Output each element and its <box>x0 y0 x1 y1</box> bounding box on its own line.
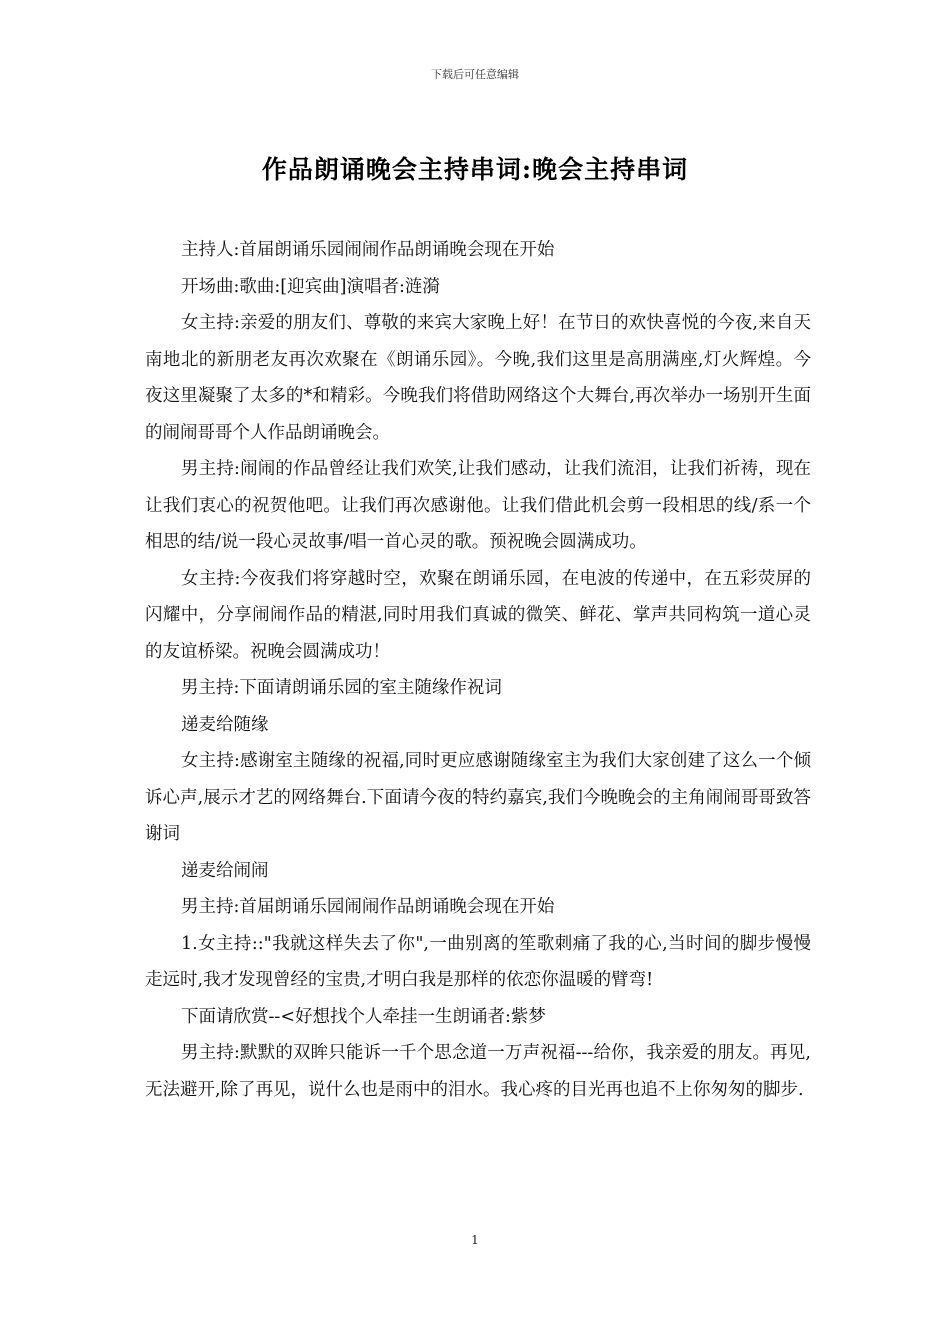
paragraph: 递麦给闹闹 <box>181 860 269 881</box>
paragraph: 女主持:感谢室主随缘的祝福,同时更应感谢随缘室主为我们大家创建了这么一个倾诉心声,展示才艺的网络舞台.下面请今夜的特约嘉宾,我们今晚晚会的主角闹闹哥哥致答谢词 <box>145 751 811 844</box>
paragraph: 下面请欣赏--<好想找个人牵挂一生朗诵者:紫梦 <box>181 1006 546 1027</box>
paragraph: 女主持:今夜我们将穿越时空，欢聚在朗诵乐园，在电波的传递中，在五彩荧屏的闪耀中，分享闹闹作品的精湛,同时用我们真诚的微笑、鲜花、掌声共同构筑一道心灵的友谊桥梁。祝晚会圆满成功！ <box>145 568 811 662</box>
paragraph: 男主持:下面请朗诵乐园的室主随缘作祝词 <box>181 678 502 698</box>
document-title: 作品朗诵晚会主持串词:晚会主持串词 <box>261 155 689 184</box>
paragraph: 主持人:首届朗诵乐园闹闹作品朗诵晚会现在开始 <box>181 240 555 260</box>
paragraph: 女主持:亲爱的朋友们、尊敬的来宾大家晚上好！在节日的欢快喜悦的今夜,来自天南地北的新朋老友再次欢聚在《朗诵乐园》。今晚,我们这里是高朋满座,灯火辉煌。今夜这里凝聚了太多的*和精彩。今晚我们将借助网络这个大舞台,再次举办一场别开生面的闹闹哥哥个人作品朗诵晚会。 <box>145 313 811 443</box>
paragraph: 开场曲:歌曲:[迎宾曲]演唱者:涟漪 <box>181 276 440 297</box>
paragraph: 男主持:首届朗诵乐园闹闹作品朗诵晚会现在开始 <box>181 897 555 917</box>
paragraph: 男主持:闹闹的作品曾经让我们欢笑,让我们感动，让我们流泪，让我们祈祷，现在让我们衷心的祝贺他吧。让我们再次感谢他。让我们借此机会剪一段相思的线/系一个相思的结/说一段心灵故事/唱一首心灵的歌。预祝晚会圆满成功。 <box>145 459 811 552</box>
document-body <box>145 232 811 1108</box>
paragraph: 男主持:默默的双眸只能诉一千个思念道一万声祝福---给你，我亲爱的朋友。再见,无法避开,除了再见，说什么也是雨中的泪水。我心疼的目光再也追不上你匆匆的脚步. <box>145 1043 811 1100</box>
paragraph: 1.女主持::"我就这样失去了你",一曲别离的笙歌刺痛了我的心,当时间的脚步慢慢走远时,我才发现曾经的宝贵,才明白我是那样的依恋你温暖的臂弯! <box>145 933 811 990</box>
paragraph: 递麦给随缘 <box>181 714 269 735</box>
page-number: 1 <box>471 1233 479 1247</box>
header-note: 下载后可任意编辑 <box>431 68 519 81</box>
